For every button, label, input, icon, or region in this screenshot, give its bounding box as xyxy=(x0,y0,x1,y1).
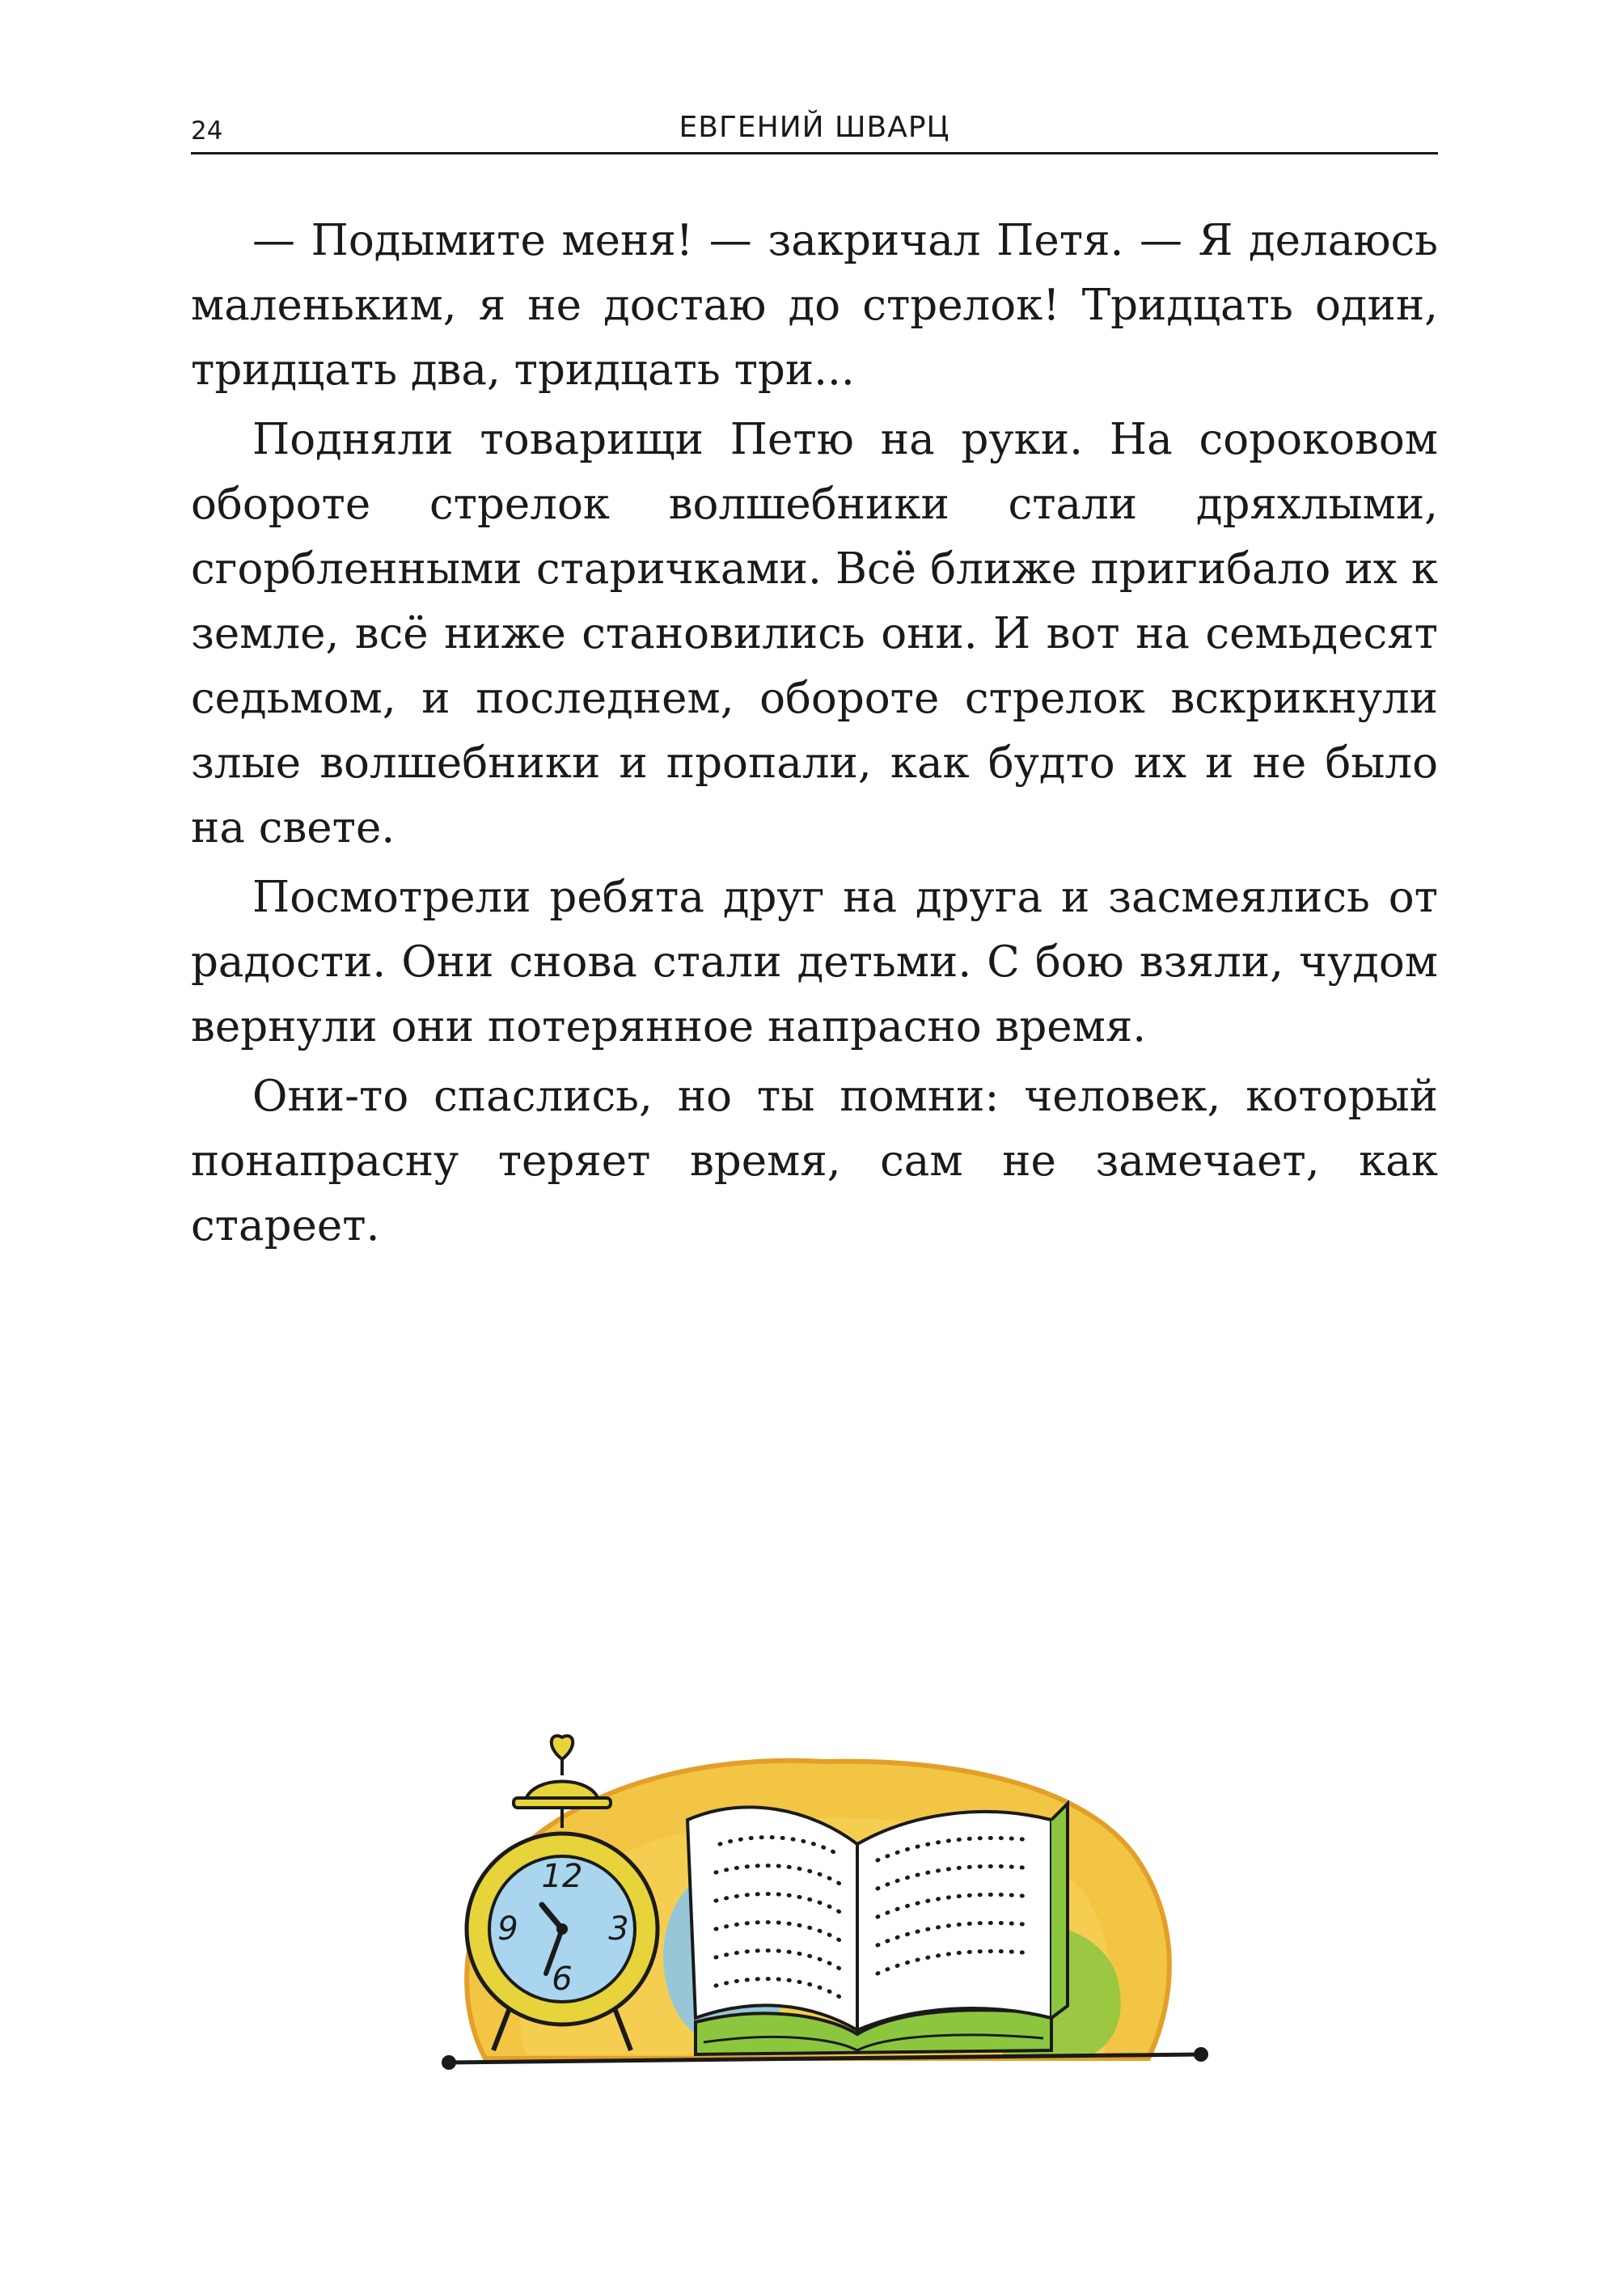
paragraph-2: Подняли товарищи Петю на руки. На сороковом обороте стрелок волшебники стали дряхлыми, сгорбленными старичками. Всё ближе пригибало их к земле, всё ниже становились они. И вот на семьдесят седьмом, и последнем, обороте стрелок вскрикнули злые волшебники и пропали, как будто их и не было на свете. xyxy=(191,415,1438,852)
page-number: 24 xyxy=(191,116,223,146)
clock-numeral-6: 6 xyxy=(552,1961,573,1998)
clock-numeral-12: 12 xyxy=(541,1858,583,1895)
running-head xyxy=(191,107,1438,154)
paragraph-4: Они-то спаслись, но ты помни: человек, который понапрасну теряет время, сам не замечает, как стареет. xyxy=(191,1072,1438,1250)
running-head-author: ЕВГЕНИЙ ШВАРЦ xyxy=(679,111,950,144)
book-right-page xyxy=(857,1812,1051,2030)
clock-and-book-illustration xyxy=(437,1731,1213,2087)
body-text xyxy=(191,209,1438,1263)
paragraph-1: — Подымите меня! — закричал Петя. — Я делаюсь маленьким, я не достаю до стрелок! Тридцать один, тридцать два, тридцать три... xyxy=(191,216,1438,395)
book-left-page xyxy=(687,1807,857,2030)
clock-numeral-3: 3 xyxy=(608,1910,629,1948)
clock-numeral-9: 9 xyxy=(497,1910,518,1948)
paragraph-3: Посмотрели ребята друг на друга и засмеялись от радости. Они снова стали детьми. С бою взяли, чудом вернули они потерянное напрасно время. xyxy=(191,873,1438,1051)
